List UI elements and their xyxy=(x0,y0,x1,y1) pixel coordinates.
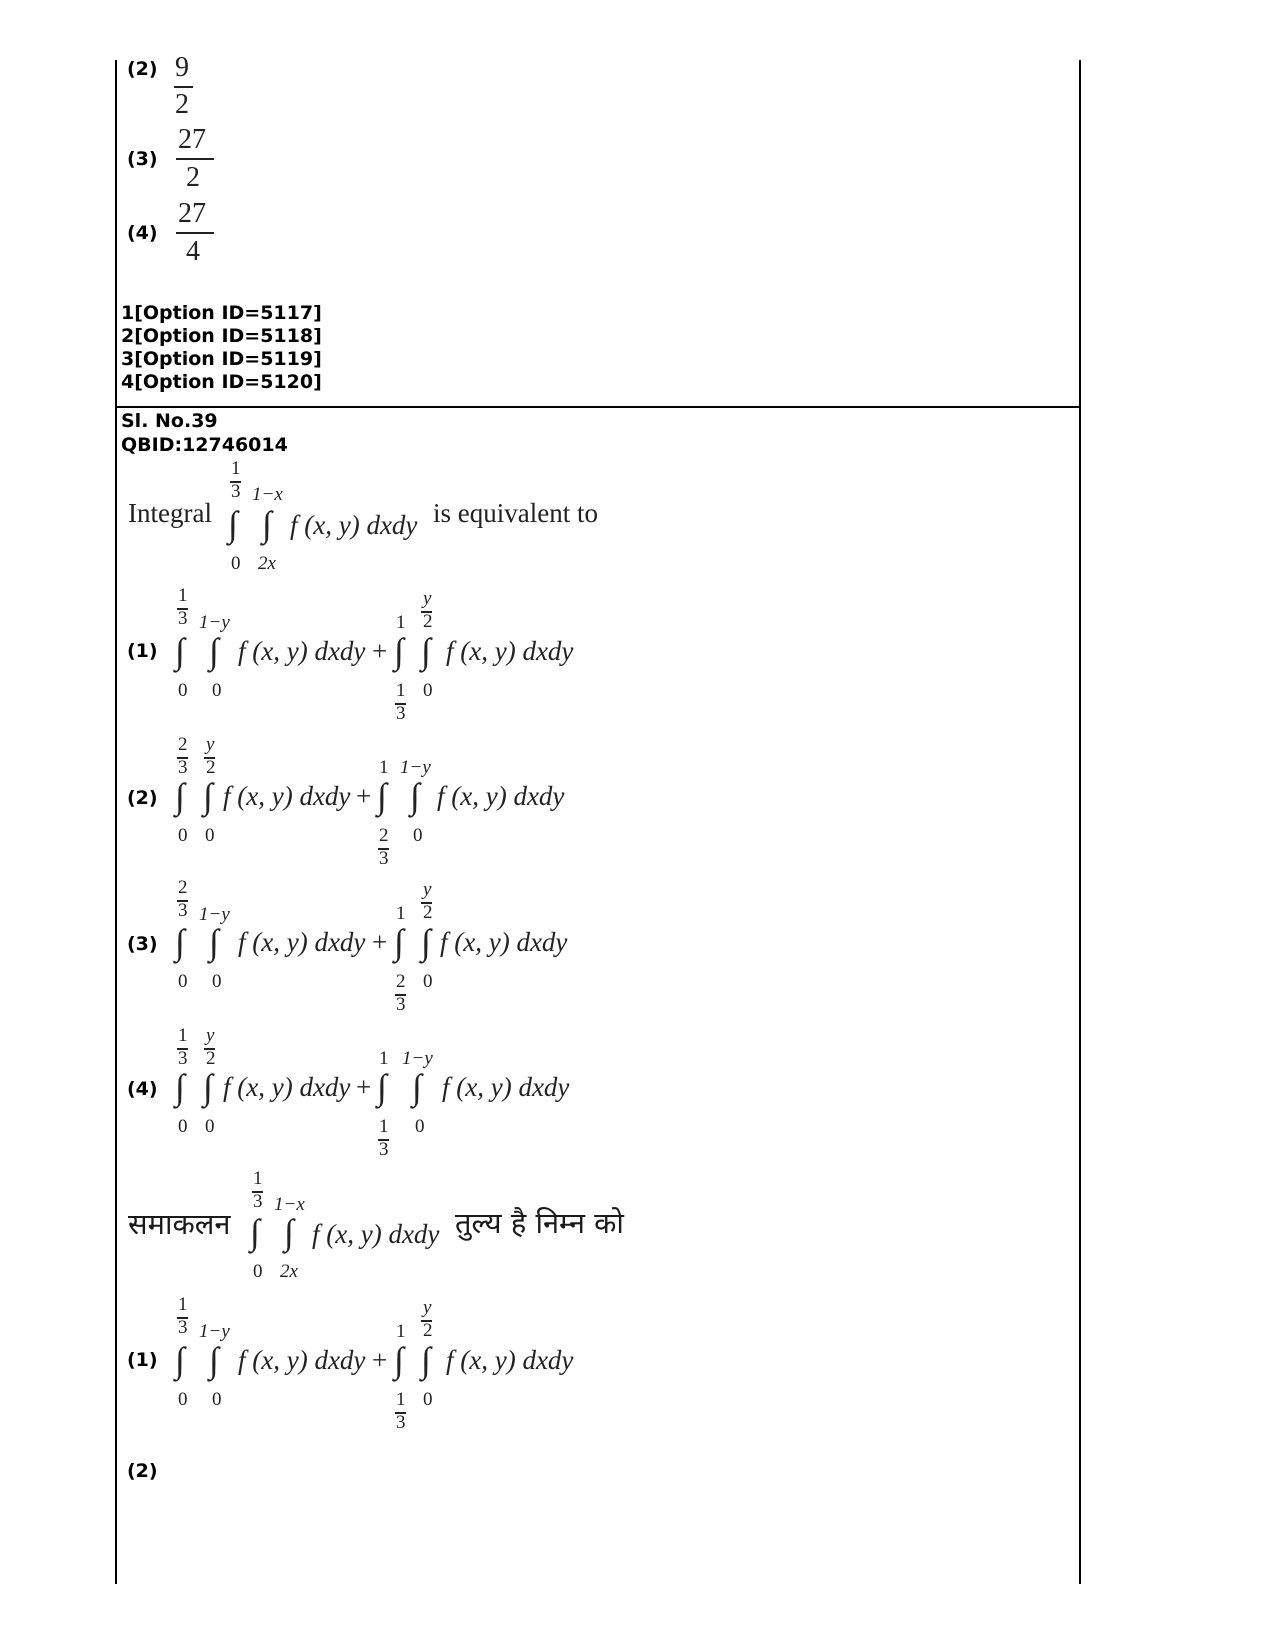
prev-option-2-label: (2) xyxy=(127,58,158,80)
limit: y xyxy=(423,588,432,609)
prev-option-4-fraction-bar xyxy=(176,232,214,234)
limit: 1−y xyxy=(402,1048,433,1069)
limit: 0 xyxy=(178,1116,188,1137)
limit: 1 xyxy=(379,757,389,778)
limit: 1−y xyxy=(199,612,230,633)
limit: 0 xyxy=(212,971,222,992)
stem-inner-lower-limit: 2x xyxy=(258,553,276,574)
integral-sign: ∫ xyxy=(421,631,431,671)
integral-sign: ∫ xyxy=(377,1067,387,1107)
prev-option-3-denominator: 2 xyxy=(186,162,200,193)
limit: 1−y xyxy=(199,1321,230,1342)
integrand: f (x, y) dxdy xyxy=(442,1072,570,1102)
limit: 0 xyxy=(253,1261,263,1282)
limit: 3 xyxy=(178,757,188,778)
integrand: f (x, y) dxdy xyxy=(446,636,574,666)
integrand: f (x, y) dxdy xyxy=(437,781,565,811)
integral-sign: ∫ xyxy=(394,922,404,962)
integrand: f (x, y) dxdy xyxy=(312,1219,440,1249)
limit: 0 xyxy=(212,1389,222,1410)
integral-sign: ∫ xyxy=(412,1067,422,1107)
limit: 2 xyxy=(178,877,188,898)
limit: 2 xyxy=(206,757,216,778)
serial-number: Sl. No.39 xyxy=(121,410,218,432)
plus-sign: + xyxy=(372,636,388,666)
limit: 1 xyxy=(396,1389,406,1410)
option-id-1: 1[Option ID=5117] xyxy=(121,302,322,324)
question-bank-id: QBID:12746014 xyxy=(121,434,288,456)
limit: 2 xyxy=(423,902,433,923)
prev-option-3-label: (3) xyxy=(127,148,158,170)
limit: 1 xyxy=(396,903,406,924)
prev-option-2-numerator: 9 xyxy=(175,52,189,83)
limit: y xyxy=(423,879,432,900)
limit: 1 xyxy=(379,1116,389,1137)
plus-sign: + xyxy=(372,927,388,957)
limit: 1 xyxy=(379,1048,389,1069)
option-id-4: 4[Option ID=5120] xyxy=(121,371,322,393)
integral-sign: ∫ xyxy=(377,776,387,816)
limit: 0 xyxy=(178,680,188,701)
integrand: f (x, y) dxdy xyxy=(238,1345,366,1375)
stem-prefix: Integral xyxy=(128,498,212,528)
limit: 3 xyxy=(253,1191,263,1212)
plus-sign: + xyxy=(356,781,372,811)
stem-suffix: is equivalent to xyxy=(433,498,598,528)
integral-sign: ∫ xyxy=(284,1212,294,1252)
plus-sign: + xyxy=(372,1345,388,1375)
integrand: f (x, y) dxdy xyxy=(238,636,366,666)
stem-upper-limit-den: 3 xyxy=(231,481,241,502)
limit: y xyxy=(423,1297,432,1318)
limit: 0 xyxy=(423,971,433,992)
limit: 3 xyxy=(396,1412,406,1433)
prev-option-4-numerator: 27 xyxy=(178,198,206,229)
prev-option-4-label: (4) xyxy=(127,222,158,244)
stem-integrand: f (x, y) dxdy xyxy=(290,510,418,540)
limit: 3 xyxy=(178,608,188,629)
limit: 3 xyxy=(396,994,406,1015)
integral-sign: ∫ xyxy=(209,922,219,962)
limit: 3 xyxy=(178,1048,188,1069)
integral-sign: ∫ xyxy=(209,631,219,671)
limit: 2x xyxy=(280,1261,298,1282)
limit: 0 xyxy=(423,680,433,701)
hindi-option-1-label: (1) xyxy=(127,1349,158,1371)
integral-sign: ∫ xyxy=(421,922,431,962)
limit: 0 xyxy=(415,1116,425,1137)
integral-sign: ∫ xyxy=(228,504,238,544)
prev-option-2-fraction-bar xyxy=(174,86,193,88)
prev-option-2-denominator: 2 xyxy=(175,89,189,120)
integrand: f (x, y) dxdy xyxy=(446,1345,574,1375)
option-1-label: (1) xyxy=(127,640,158,662)
limit: 0 xyxy=(212,680,222,701)
prev-option-4-denominator: 4 xyxy=(186,236,200,267)
integrand: f (x, y) dxdy xyxy=(440,927,568,957)
integral-sign: ∫ xyxy=(203,776,213,816)
integral-sign: ∫ xyxy=(209,1340,219,1380)
hindi-stem-suffix: तुल्य है निम्न को xyxy=(455,1206,624,1240)
option-3-label: (3) xyxy=(127,933,158,955)
prev-option-3-numerator: 27 xyxy=(178,124,206,155)
limit: y xyxy=(206,1025,215,1046)
limit: 3 xyxy=(178,900,188,921)
integral-sign: ∫ xyxy=(250,1212,260,1252)
limit: 3 xyxy=(178,1317,188,1338)
limit: 2 xyxy=(206,1048,216,1069)
integral-sign: ∫ xyxy=(175,776,185,816)
limit: y xyxy=(206,734,215,755)
integrand: f (x, y) dxdy xyxy=(223,781,351,811)
integral-sign: ∫ xyxy=(175,922,185,962)
option-id-2: 2[Option ID=5118] xyxy=(121,325,322,347)
option-4-label: (4) xyxy=(127,1078,158,1100)
integral-sign: ∫ xyxy=(394,631,404,671)
integral-sign: ∫ xyxy=(421,1340,431,1380)
option-id-3: 3[Option ID=5119] xyxy=(121,348,322,370)
limit: 0 xyxy=(423,1389,433,1410)
limit: 1 xyxy=(396,1321,406,1342)
hindi-stem-prefix: समाकलन xyxy=(128,1207,231,1241)
question-separator xyxy=(115,406,1081,408)
limit: 0 xyxy=(178,971,188,992)
limit: 1 xyxy=(253,1168,263,1189)
plus-sign: + xyxy=(356,1072,372,1102)
integral-sign: ∫ xyxy=(394,1340,404,1380)
hindi-option-2-label: (2) xyxy=(127,1460,158,1482)
limit: 0 xyxy=(205,825,215,846)
limit: 0 xyxy=(178,825,188,846)
limit: 2 xyxy=(178,734,188,755)
stem-inner-upper-limit: 1−x xyxy=(252,484,283,505)
limit: 0 xyxy=(205,1116,215,1137)
limit: 2 xyxy=(379,825,389,846)
limit: 3 xyxy=(396,703,406,724)
stem-lower-limit: 0 xyxy=(231,553,241,574)
limit: 1 xyxy=(178,585,188,606)
limit: 2 xyxy=(396,971,406,992)
option-id-list xyxy=(121,302,322,394)
limit: 2 xyxy=(423,1320,433,1341)
integrand: f (x, y) dxdy xyxy=(223,1072,351,1102)
integral-sign: ∫ xyxy=(175,1067,185,1107)
limit: 3 xyxy=(379,1139,389,1160)
integral-sign: ∫ xyxy=(410,776,420,816)
limit: 1 xyxy=(396,612,406,633)
integrand: f (x, y) dxdy xyxy=(238,927,366,957)
integral-sign: ∫ xyxy=(175,1340,185,1380)
integral-sign: ∫ xyxy=(203,1067,213,1107)
limit: 0 xyxy=(413,825,423,846)
limit: 3 xyxy=(379,848,389,869)
limit: 1 xyxy=(178,1294,188,1315)
option-2-label: (2) xyxy=(127,787,158,809)
limit: 1−y xyxy=(199,904,230,925)
limit: 1−y xyxy=(400,757,431,778)
limit: 1−x xyxy=(274,1194,305,1215)
limit: 0 xyxy=(178,1389,188,1410)
limit: 2 xyxy=(423,611,433,632)
integral-sign: ∫ xyxy=(262,504,272,544)
limit: 1 xyxy=(178,1025,188,1046)
stem-upper-limit-num: 1 xyxy=(231,458,241,479)
integral-sign: ∫ xyxy=(175,631,185,671)
prev-option-3-fraction-bar xyxy=(176,158,214,160)
limit: 1 xyxy=(396,680,406,701)
